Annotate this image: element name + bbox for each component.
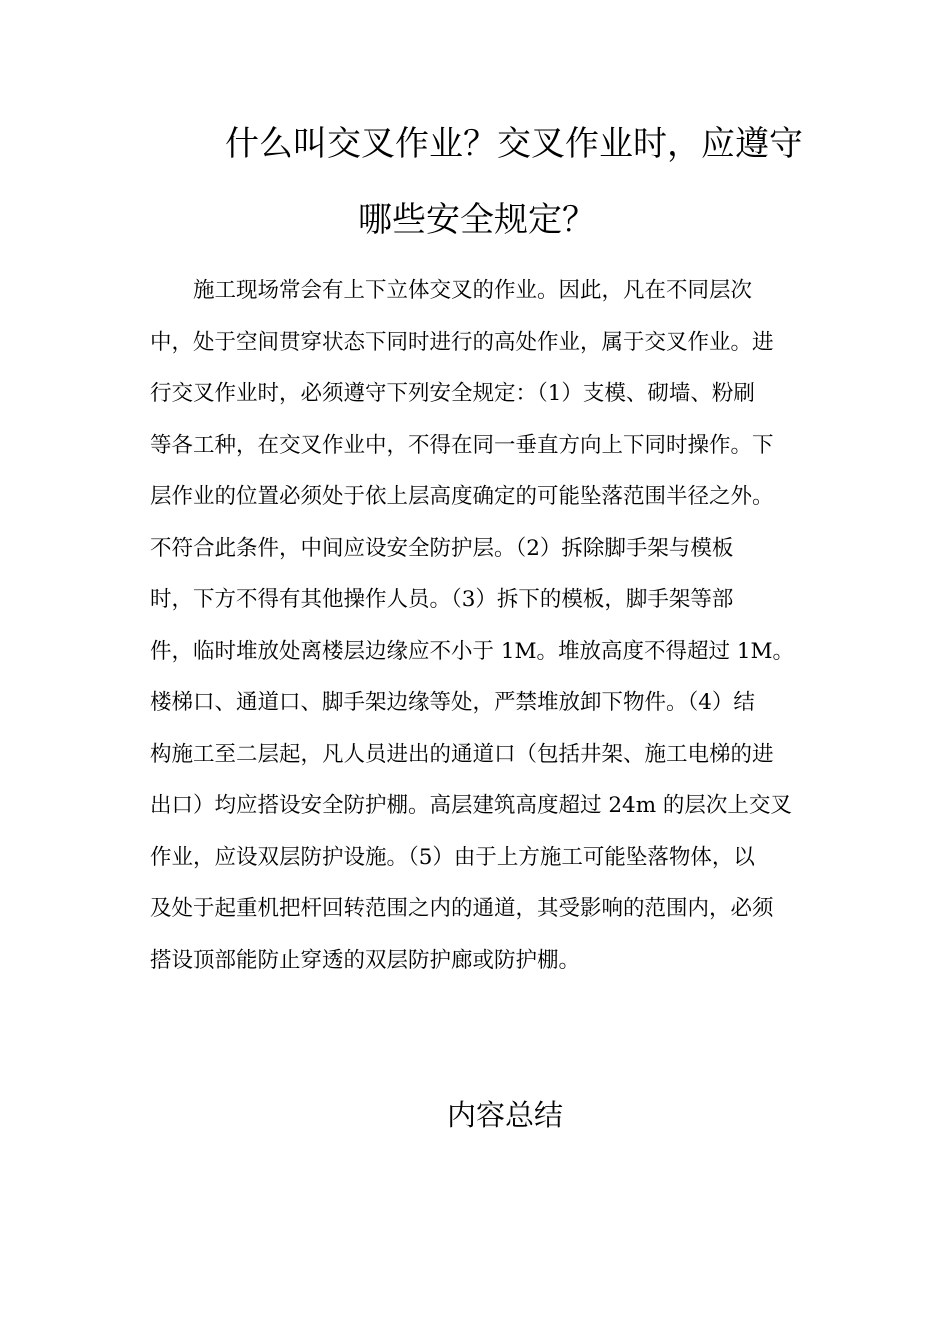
body-line: 时，下方不得有其他操作人员。（3）拆下的模板，脚手架等部 (150, 587, 734, 612)
body-line: 搭设顶部能防止穿透的双层防护廊或防护棚。 (150, 947, 581, 973)
summary-heading: 内容总结 (447, 1098, 564, 1132)
document-title-line-2: 哪些安全规定？ (358, 200, 596, 240)
body-line: 等各工种，在交叉作业中，不得在同一垂直方向上下同时操作。下 (150, 432, 774, 458)
body-line: 及处于起重机把杆回转范围之内的通道，其受影响的范围内，必须 (150, 896, 774, 921)
body-line: 楼梯口、通道口、脚手架边缘等处，严禁堆放卸下物件。（4）结 (150, 690, 755, 715)
document-title-line-1: 什么叫交叉作业？交叉作业时，应遵守 (225, 124, 803, 164)
body-line: 中，处于空间贯穿状态下同时进行的高处作业，属于交叉作业。进 (150, 329, 774, 355)
body-line: 构施工至二层起，凡人员进出的通道口（包括井架、施工电梯的进 (150, 741, 774, 767)
body-line: 出口）均应搭设安全防护棚。高层建筑高度超过 24m 的层次上交叉 (150, 793, 792, 818)
body-line: 作业，应设双层防护设施。（5）由于上方施工可能坠落物体，以 (150, 844, 755, 870)
body-line: 层作业的位置必须处于依上层高度确定的可能坠落范围半径之外。 (150, 484, 774, 509)
body-line: 不符合此条件，中间应设安全防护层。（2）拆除脚手架与模板 (150, 535, 734, 561)
body-line: 件，临时堆放处离楼层边缘应不小于 1M。堆放高度不得超过 1M。 (150, 638, 795, 664)
body-paragraph (150, 274, 800, 995)
body-line: 行交叉作业时，必须遵守下列安全规定：（1）支模、砌墙、粉刷 (150, 381, 755, 406)
body-line: 施工现场常会有上下立体交叉的作业。因此，凡在不同层次 (193, 278, 753, 303)
